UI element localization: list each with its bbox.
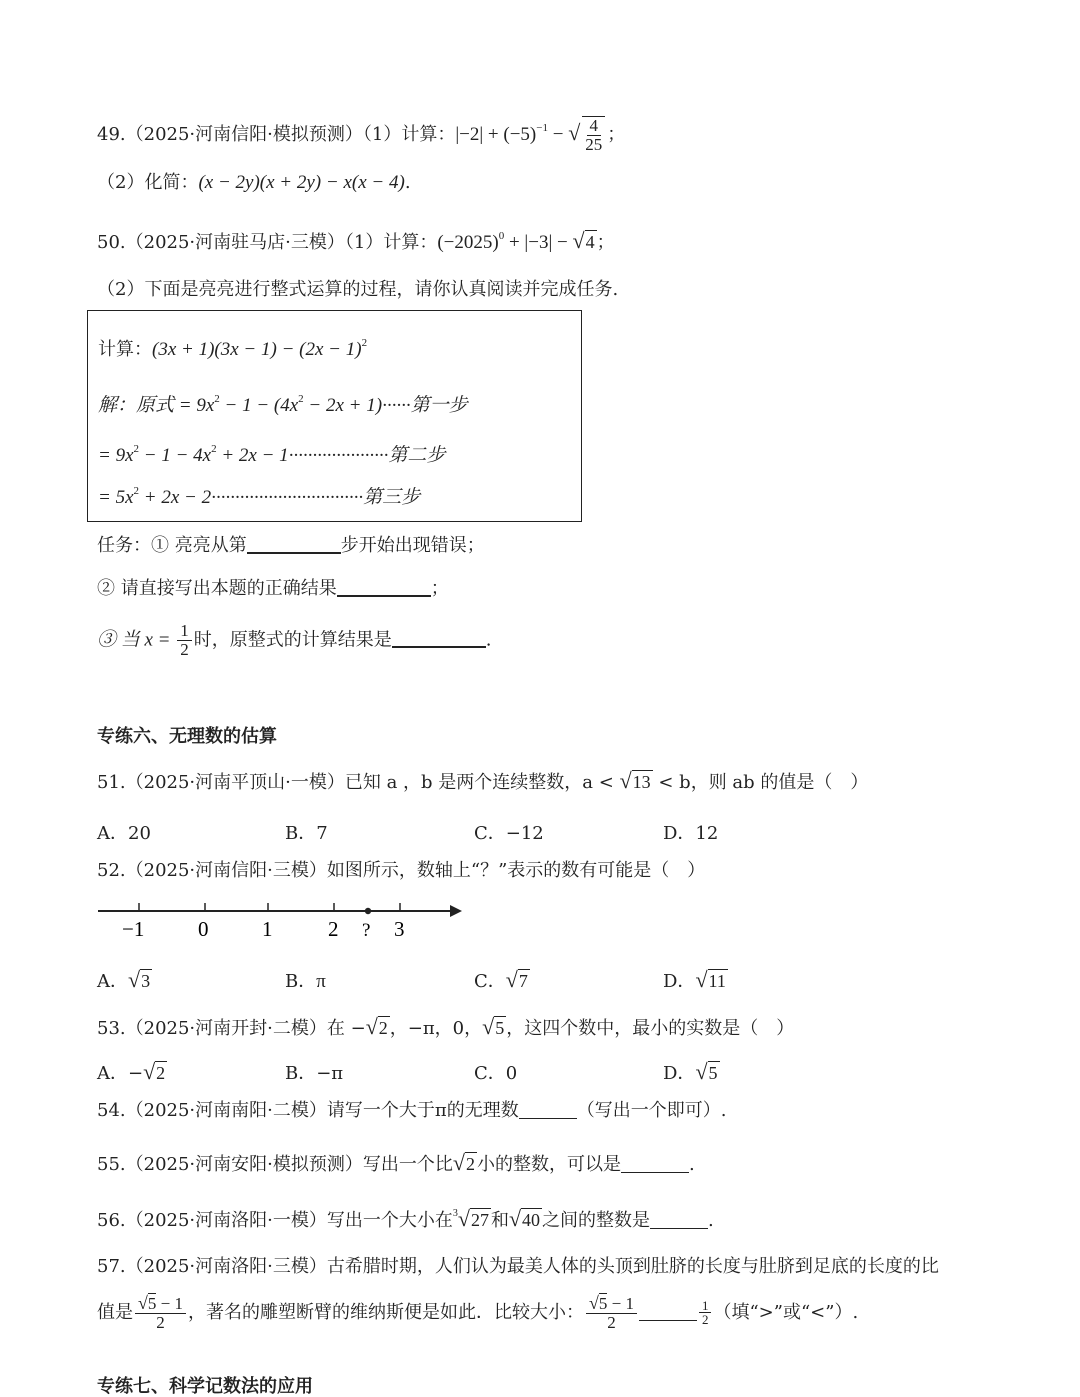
task-2: ② 请直接写出本题的正确结果 ； [97,578,449,599]
radical-icon: √ [128,967,141,992]
answer-blank[interactable] [337,595,431,597]
radical-icon: √ [138,1293,148,1313]
box-line4: = $5x^2 + 2x - 2\cdot\cdot\cdot\cdot\cdot\cdot\cdot\cdot\cdot\cdot\cdot\cdot\cdot\cdot\cdot\cdot\cdot\cdot\cdot\cdot\cdot\cdot\cdot\cdot\cdot\cdot\cdot\cdot\cdot\cdot\cdot\cdot$第三步 [98,485,421,508]
radical-icon: √ [695,1059,708,1084]
answer-blank[interactable] [621,1172,689,1173]
answer-blank[interactable] [392,646,486,648]
q52-option-d[interactable]: D．√11 [663,967,726,992]
q52-option-c[interactable]: C．√7 [474,967,528,992]
q49-part1: 49.（2025·河南信阳·模拟预测）（1）计算：$|-2| + (-5)^{-1}$ − √ $\frac{4}{25}$ ； [97,116,626,154]
radical-icon: √ [505,967,518,992]
radical-icon: √ [452,1150,465,1175]
radical-icon: √ [695,967,708,992]
radical-icon: √ [482,1014,495,1039]
arrow-icon [450,905,462,917]
section-heading-7: 专练七、科学记数法的应用 [97,1376,313,1397]
tick-label: 2 [328,917,339,941]
answer-blank[interactable] [247,552,341,554]
q56: 56.（2025·河南洛阳·一模）写出一个大小在$^3$√27 和√40 之间的整数是 . [97,1206,714,1231]
radical-icon: √ [365,1014,378,1039]
answer-blank[interactable] [639,1320,697,1321]
radical-icon: √ [588,1293,599,1313]
q51-option-b[interactable]: B．7 [285,823,328,844]
q53-option-b[interactable]: B．−π [285,1063,344,1084]
fraction: $\frac{1}{2}$ [699,1299,712,1327]
section-heading-6: 专练六、无理数的估算 [97,726,277,747]
q51-option-d[interactable]: D．12 [663,823,719,844]
fraction: $\frac{4}{25}$ [582,116,605,154]
q53-option-c[interactable]: C．0 [474,1063,518,1084]
q49-expr: |−2| + (−5) [455,123,537,145]
q51-option-c[interactable]: C．−12 [474,823,544,844]
q52-option-a[interactable]: A．√3 [97,967,151,992]
q51-stem: 51.（2025·河南平顶山·一模）已知 a ，b 是两个连续整数，a < √13 < b，则 ab 的值是（ ） [97,768,869,793]
q53-option-a[interactable]: A．−√2 [97,1059,166,1084]
q52-option-b[interactable]: B．π [285,971,326,992]
tick-label: −1 [122,917,145,941]
radical-icon: √ [143,1059,156,1084]
radical-icon: √ [619,768,632,793]
box-line1: 计算：$(3x + 1)(3x - 1) - (2x - 1)^2$ [98,337,368,360]
q53-stem: 53.（2025·河南开封·二模）在 −√2 ，−π，0，√5 ，这四个数中，最小的实数是（ ） [97,1014,795,1039]
answer-blank[interactable] [650,1228,708,1229]
point-marker [365,908,371,914]
fraction: $\frac{1}{2}$ [177,622,192,659]
q50-part1: 50.（2025·河南驻马店·三模）（1）计算：$(-2025)^0 + |-3| - √4$ ； [97,228,615,253]
number-line [92,896,472,942]
fraction: $\frac{√5 - 1}{2}$ [586,1294,637,1332]
task-1: 任务：① 亮亮从第 步开始出现错误； [97,535,485,556]
q55: 55.（2025·河南安阳·模拟预测）写出一个比√2 小的整数，可以是 . [97,1150,695,1175]
fraction: $\frac{√5 - 1}{2}$ [135,1294,186,1332]
q50-part2: （2）下面是亮亮进行整式运算的过程，请你认真阅读并完成任务. [97,279,619,300]
answer-blank[interactable] [519,1118,577,1119]
q49-part2: （2）化简：(x − 2y)(x + 2y) − x(x − 4). [97,172,411,193]
task-3: ③ 当 x = $\frac{1}{2}$ 时，原整式的计算结果是 . [97,621,492,659]
q51-option-a[interactable]: A．20 [97,823,151,844]
q53-option-d[interactable]: D．√5 [663,1059,718,1084]
radical-icon: √ [568,119,581,145]
q52-stem: 52.（2025·河南信阳·三模）如图所示，数轴上“？”表示的数有可能是（ ） [97,860,706,881]
box-line3: = $9x^2 - 1 - 4x^2 + 2x - 1\cdot\cdot\cdot\cdot\cdot\cdot\cdot\cdot\cdot\cdot\cdot\cdot\cdot\cdot\cdot\cdot\cdot\cdot\cdot\cdot\cdot$第二步 [98,443,446,466]
box-line2: 解：原式 = $9x^2 - 1 - (4x^2 - 2x + 1)\cdot\cdot\cdot\cdot\cdot\cdot$第一步 [98,393,468,416]
q54: 54.（2025·河南南阳·二模）请写一个大于π的无理数 （写出一个即可）. [97,1100,727,1121]
tick-label: 0 [198,917,209,941]
q57-line1: 57.（2025·河南洛阳·三模）古希腊时期，人们认为最美人体的头顶到肚脐的长度与肚脐到足底的长度的比 [97,1256,939,1277]
radical-icon: √ [508,1206,522,1231]
tick-label: 1 [262,917,273,941]
q57-line2: 值是 $\frac{√5 - 1}{2}$ ，著名的雕塑断臂的维纳斯便是如此．比较大小： $\frac{√5 - 1}{2}$ $\frac{1}{2}$ （填“>”或“<”）. [97,1293,859,1332]
tick-label: 3 [394,917,405,941]
tick-label: ? [362,920,371,941]
radical-icon: √ [572,228,585,253]
radical-icon: √ [457,1206,470,1231]
